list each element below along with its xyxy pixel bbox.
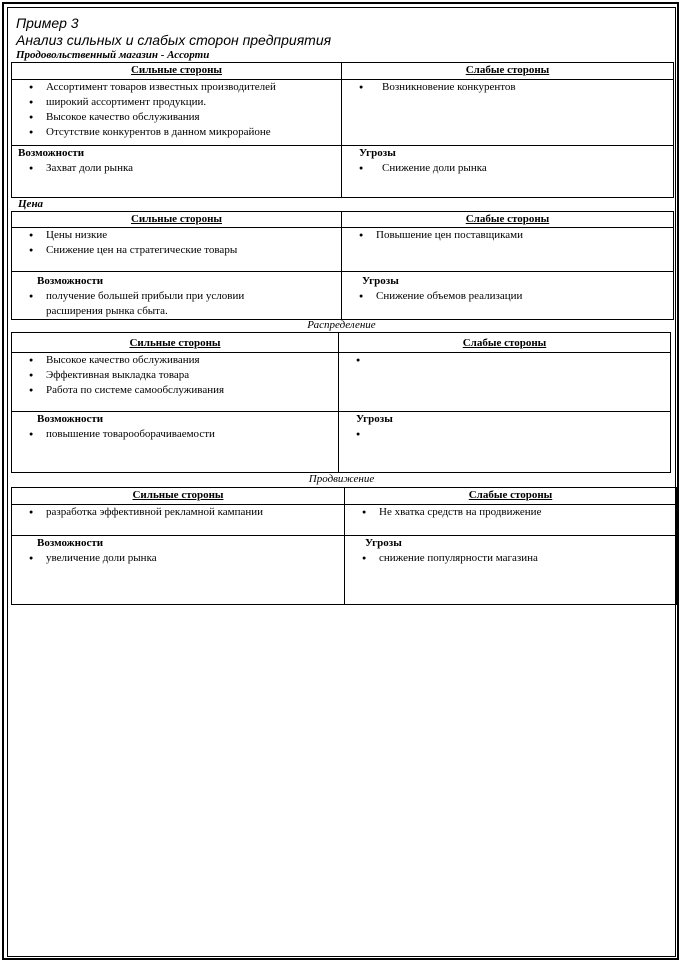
opportunity-item: ● увеличение доли рынка [12,551,344,566]
strengths-header: Сильные стороны [12,212,342,228]
section-label-price: Цена [18,198,44,210]
threats-cell [339,412,671,473]
opportunity-item: ● получение большей прибыли при условии расширения рынка сбыта. [12,289,341,319]
threats-title: Угрозы [365,537,402,549]
threat-item: ● Снижение объемов реализации [342,289,673,304]
threat-item: ● снижение популярности магазина [345,551,676,566]
strength-item: ● разработка эффективной рекламной кампании [12,505,344,520]
weaknesses-cell [342,228,674,272]
weaknesses-header: Слабые стороны [345,488,677,505]
strength-item: ● Высокое качество обслуживания [12,110,341,125]
threats-cell [345,536,677,605]
opportunities-cell [12,412,339,473]
strength-item: ● Отсутствие конкурентов в данном микрорайоне [12,125,341,140]
opportunities-cell [12,146,342,198]
opportunities-cell [12,272,342,320]
threats-title: Угрозы [362,275,399,287]
strength-item: ● широкий ассортимент продукции. [12,95,341,110]
threats-title: Угрозы [356,413,393,425]
opportunities-cell [12,536,345,605]
strengths-cell [12,353,339,412]
page-title: Анализ сильных и слабых сторон предприятия [16,32,332,48]
opportunities-title: Возможности [37,537,104,549]
threat-item: ● Снижение доли рынка [342,161,673,176]
opportunity-item: ● Захват доли рынка [12,161,341,176]
section-label-distribution: Распределение [307,319,376,331]
threats-cell [342,146,674,198]
strength-item: ● Ассортимент товаров известных производителей [12,80,341,95]
threats-cell [342,272,674,320]
weakness-item: ● Возникновение конкурентов [342,80,673,95]
strength-item: ● Работа по системе самообслуживания [12,383,338,398]
threats-title: Угрозы [359,147,396,159]
opportunities-title: Возможности [18,147,85,159]
store-subtitle: Продовольственный магазин - Ассорти [16,49,210,61]
strength-item: ● Высокое качество обслуживания [12,353,338,368]
strength-item: ● Эффективная выкладка товара [12,368,338,383]
weakness-item: ● Не хватка средств на продвижение [345,505,676,520]
strength-item: ● Снижение цен на стратегические товары [12,243,341,258]
weaknesses-cell [339,353,671,412]
section-label-promotion: Продвижение [308,473,375,485]
strengths-cell [12,505,345,536]
opportunity-item: ● повышение товарооборачиваемости [12,427,338,442]
weaknesses-header: Слабые стороны [339,333,671,353]
weaknesses-cell [345,505,677,536]
swot-table-distribution [11,332,671,473]
weaknesses-header: Слабые стороны [342,63,674,80]
strengths-header: Сильные стороны [12,488,345,505]
opportunities-title: Возможности [37,413,104,425]
weaknesses-header: Слабые стороны [342,212,674,228]
weaknesses-cell [342,80,674,146]
weakness-item: ● Повышение цен поставщиками [342,228,673,243]
strengths-cell [12,80,342,146]
swot-table-price [11,211,674,320]
strengths-header: Сильные стороны [12,333,339,353]
swot-table-assortment [11,62,674,198]
opportunities-title: Возможности [37,275,104,287]
swot-table-promotion [11,487,677,605]
strengths-cell [12,228,342,272]
example-label: Пример 3 [16,15,79,31]
strength-item: ● Цены низкие [12,228,341,243]
strengths-header: Сильные стороны [12,63,342,80]
